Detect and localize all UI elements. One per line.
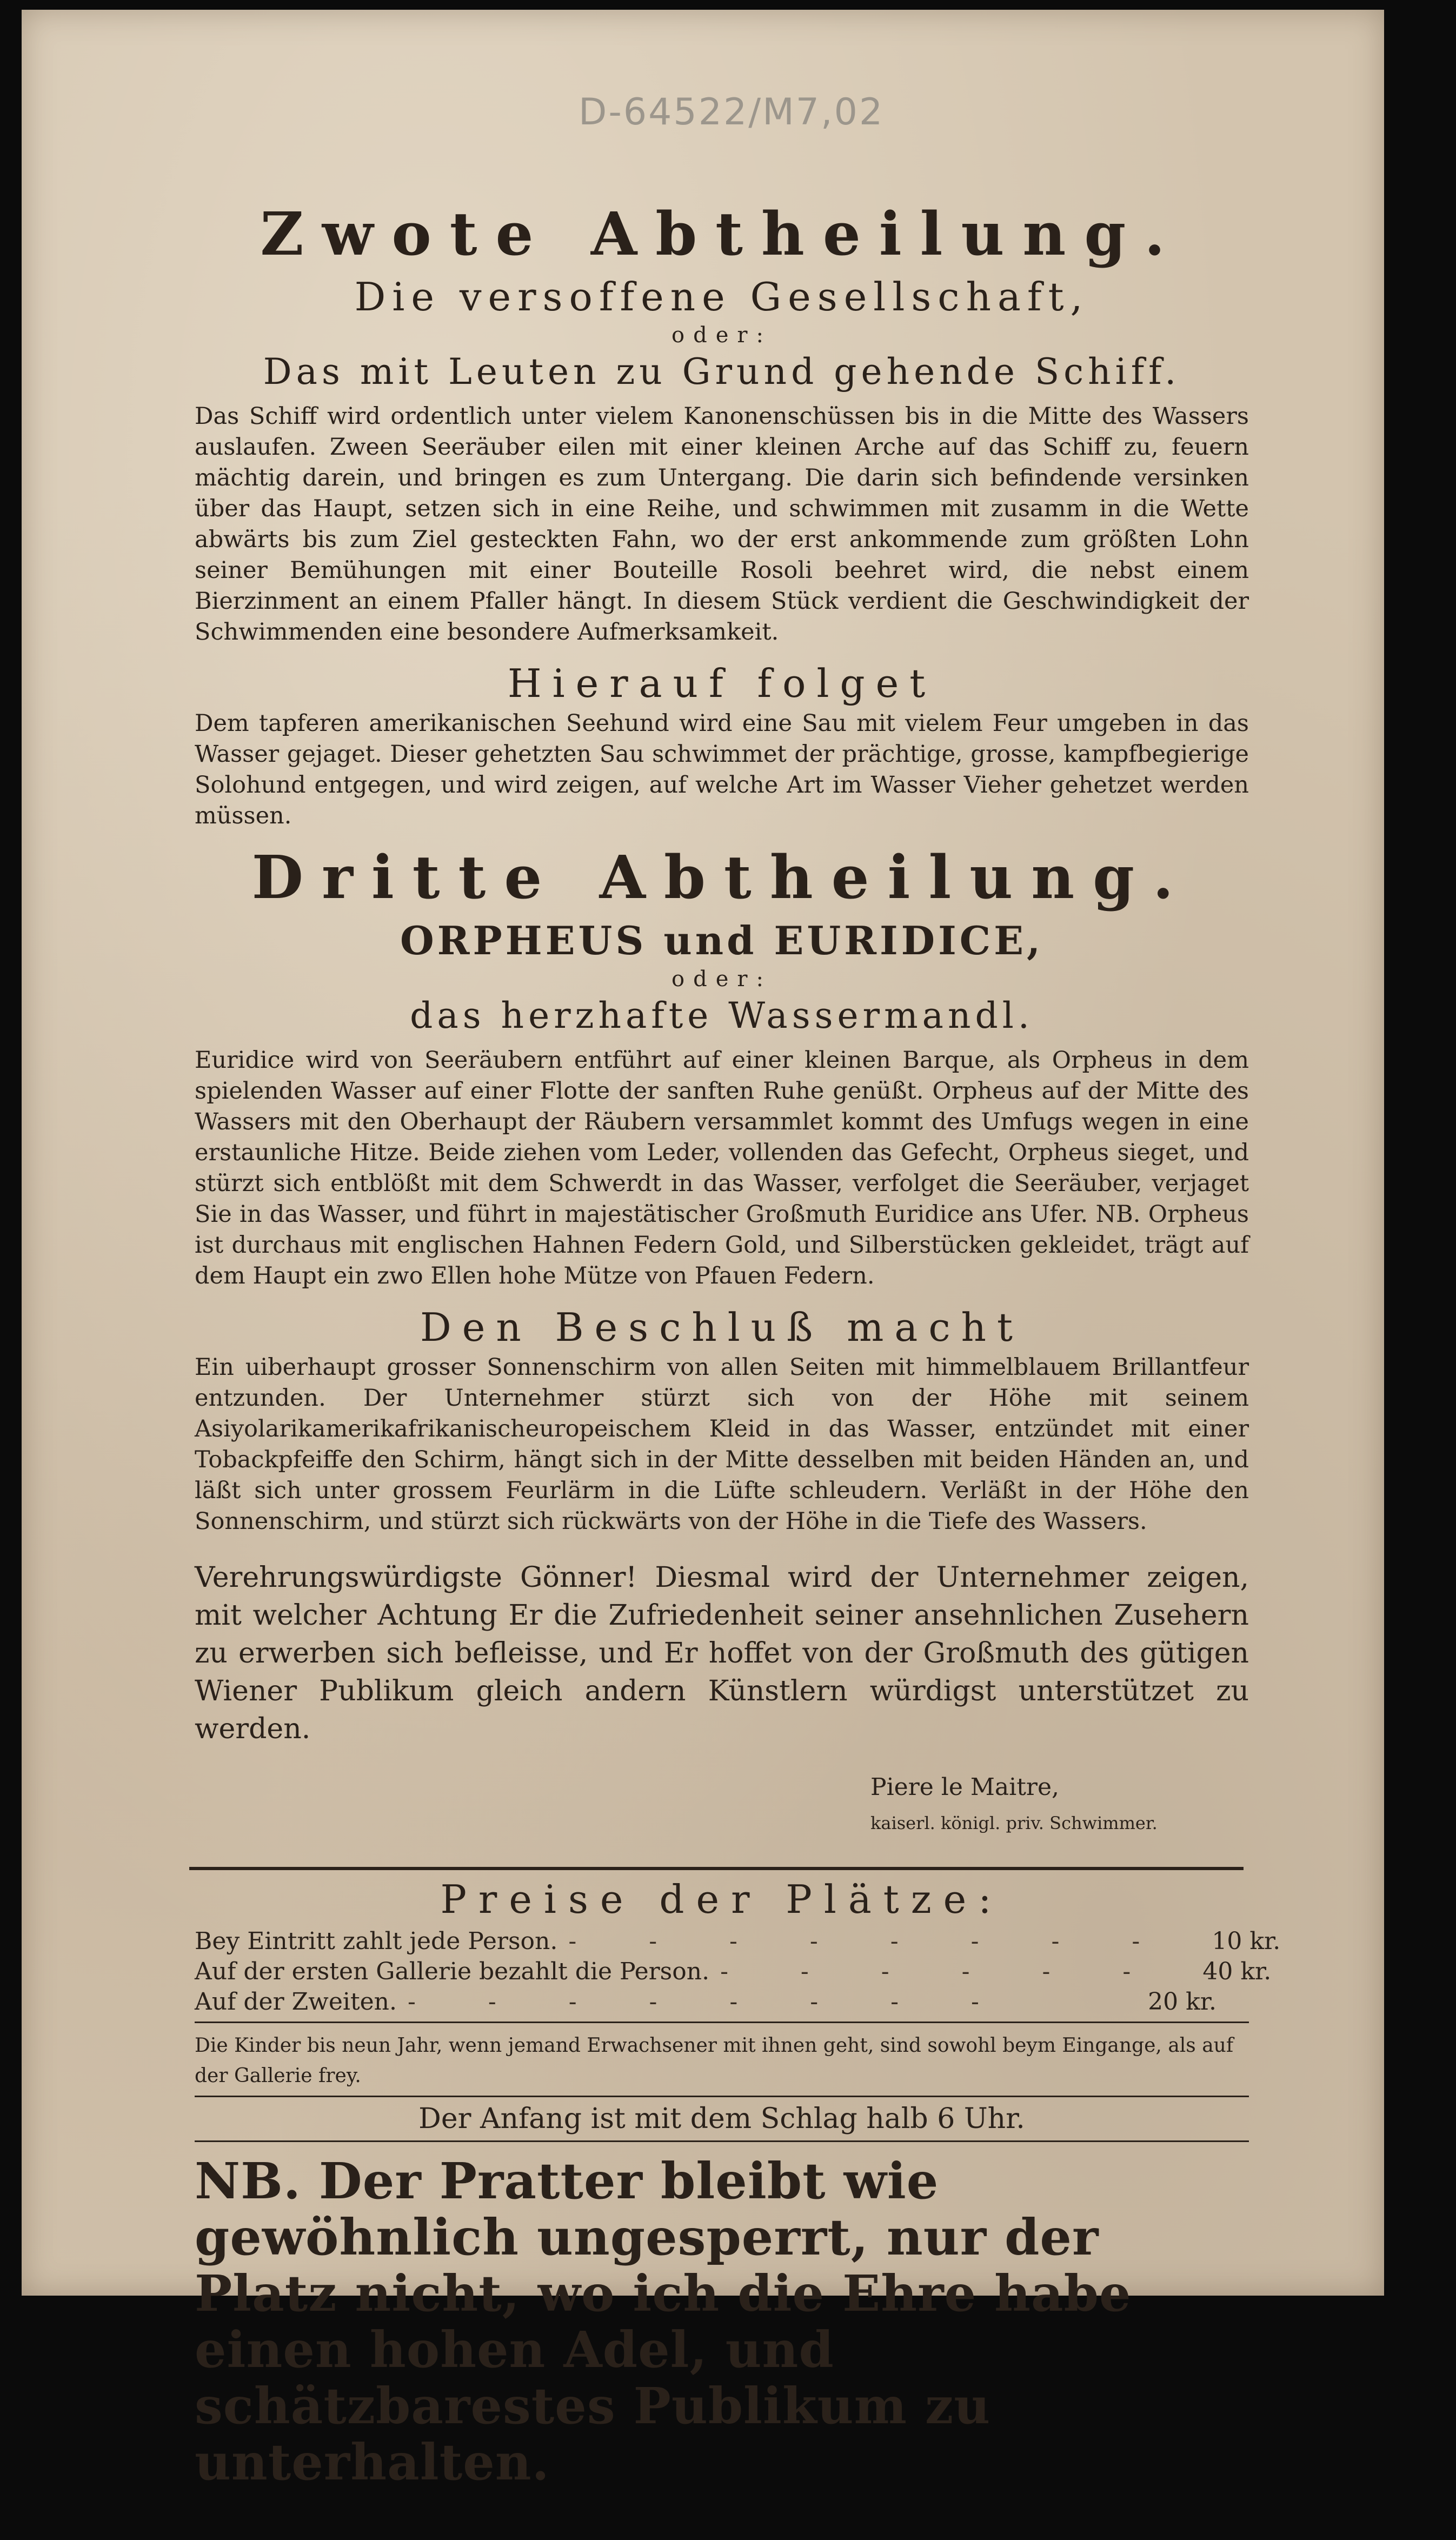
signature-title: kaiserl. königl. priv. Schwimmer. [870, 1813, 1158, 1833]
poster-content [195, 188, 1281, 2540]
beschluss-heading: Den Beschluß macht [420, 1305, 1023, 1350]
hierauf-heading: Hierauf folget [507, 661, 936, 706]
section-3-oder: oder: [672, 967, 772, 992]
section-2-heading: Zwote Abtheilung. [260, 199, 1184, 269]
poster-sheet [22, 10, 1384, 2491]
hierauf-body: Dem tapferen amerikanischen Seehund wird eine Sau mit vielem Feur umgeben in das Wasser gejaget. Dieser gehetzten Sau schwimmet der prächtige, grosse, kampfbegierige Solohund entgegen, und wird zeigen, auf welche Art im Wasser Vieher gehetzet werden müssen. [195, 710, 1249, 829]
start-time: Der Anfang ist mit dem Schlag halb 6 Uhr. [418, 2103, 1025, 2135]
section-3-title: ORPHEUS und EURIDICE, [400, 917, 1044, 963]
price-label: Bey Eintritt zahlt jede Person. [195, 1927, 558, 1955]
section-3-body: Euridice wird von Seeräubern entführt auf einer kleinen Barque, als Orpheus in dem spielenden Wasser auf einer Flotte der sanften Ruhe genüßt. Orpheus auf der Mitte des Wassers mit den Oberhaupt der Räubern versammlet kommt des Umfugs wegen in eine erstaunliche Hitze. Beide ziehen vom Leder, vollenden das Gefecht, Orpheus sieget, und stürzt sich entblößt mit dem Schwerdt in das Wasser, verfolget die Seeräuber, verjaget Sie in das Wasser, und führt in majestätischer Großmuth Euridice ans Ufer. NB. Orpheus ist durchaus mit englischen Hahnen Federn Gold, und Silberstücken gekleidet, trägt auf dem Haupt ein zwo Ellen hohe Mütze von Pfauen Federn. [195, 1047, 1249, 1289]
divider-start [195, 2140, 1249, 2142]
section-3-heading: Dritte Abtheilung. [251, 842, 1192, 912]
section-2-body: Das Schiff wird ordentlich unter vielem Kanonenschüssen bis in die Mitte des Wassers auslaufen. Zween Seeräuber eilen mit einer kleinen Arche auf das Schiff zu, feuern mächtig darein, und bringen es zum Untergang. Die darin sich befindende versinken über das Haupt, setzen sich in eine Reihe, und schwimmen mit zusamm in die Wette abwärts bis zum Ziel gesteckten Fahn, wo der erst ankommende zum größten Lohn seiner Bemühungen mit einer Bouteille Rosoli beehret wird, die nebst einem Bierzinment an einem Pfaller hängt. In diesem Stück verdient die Geschwindigkeit der Schwimmenden eine besondere Aufmerksamkeit. [195, 403, 1249, 646]
section-2-oder: oder: [672, 323, 772, 348]
signature-name: Piere le Maitre, [870, 1773, 1059, 1801]
divider-bottom [195, 2096, 1249, 2097]
divider-prices [195, 2022, 1249, 2023]
beschluss-body: Ein uiberhaupt grosser Sonnenschirm von allen Seiten mit himmelblauem Brillantfeur entzunden. Der Unternehmer stürzt sich von der Höhe mit seinem Asiyolarikamerikafrikanischeuropeischem Kleid in das Wasser, entzündet mit einer Tobackpfeiffe den Schirm, hängt sich in der Mitte desselben mit beiden Händen an, und läßt sich unter grossem Feurlärm in die Lüfte schleudern. Verläßt in der Höhe den Sonnenschirm, und stürzt sich rückwärts von der Höhe in die Tiefe des Wassers. [195, 1354, 1249, 1535]
price-row [195, 1957, 1272, 1987]
price-label: Auf der Zweiten. [195, 1988, 397, 2016]
section-3-subtitle: das herzhafte Wassermandl. [410, 995, 1034, 1036]
price-label: Auf der ersten Gallerie bezahlt die Person. [195, 1958, 710, 1985]
price-leader: - - - - - - [720, 1958, 1164, 1985]
prices-heading: Preise der Plätze: [440, 1877, 1003, 1922]
nb-notice: NB. Der Pratter bleibt wie gewöhnlich ungesperrt, nur der Platz nicht, wo ich die Ehre habe einen hohen Adel, und schätzbarestes Publikum zu unterhalten. [195, 2152, 1132, 2491]
price-leader: - - - - - - - - [568, 1927, 1173, 1955]
section-2-subtitle: Das mit Leuten zu Grund gehende Schiff. [263, 351, 1181, 393]
children-note: Die Kinder bis neun Jahr, wenn jemand Erwachsener mit ihnen geht, sind sowohl beym Eingange, als auf der Gallerie frey. [195, 2034, 1234, 2087]
divider-top [189, 1867, 1244, 1870]
price-value: 10 kr. [1212, 1927, 1281, 1955]
address-to-patrons: Verehrungswürdigste Gönner! Diesmal wird der Unternehmer zeigen, mit welcher Achtung Er die Zufriedenheit seiner ansehnlichen Zusehern zu erwerben sich befleisse, und Er hoffet von der Großmuth des gütigen Wiener Publikum gleich andern Künstlern würdigst unterstützet zu werden. [195, 1561, 1249, 1745]
price-value: 40 kr. [1202, 1958, 1272, 1985]
price-row [195, 1987, 1249, 2017]
signature-block [870, 1770, 1249, 1841]
price-leader: - - - - - - - - [408, 1988, 1012, 2016]
price-value: 20 kr. [1148, 1988, 1216, 2016]
section-2-title: Die versoffene Gesellschaft, [354, 274, 1089, 320]
archive-signature: D-64522/M7,02 [579, 91, 885, 134]
price-row [195, 1926, 1281, 1957]
